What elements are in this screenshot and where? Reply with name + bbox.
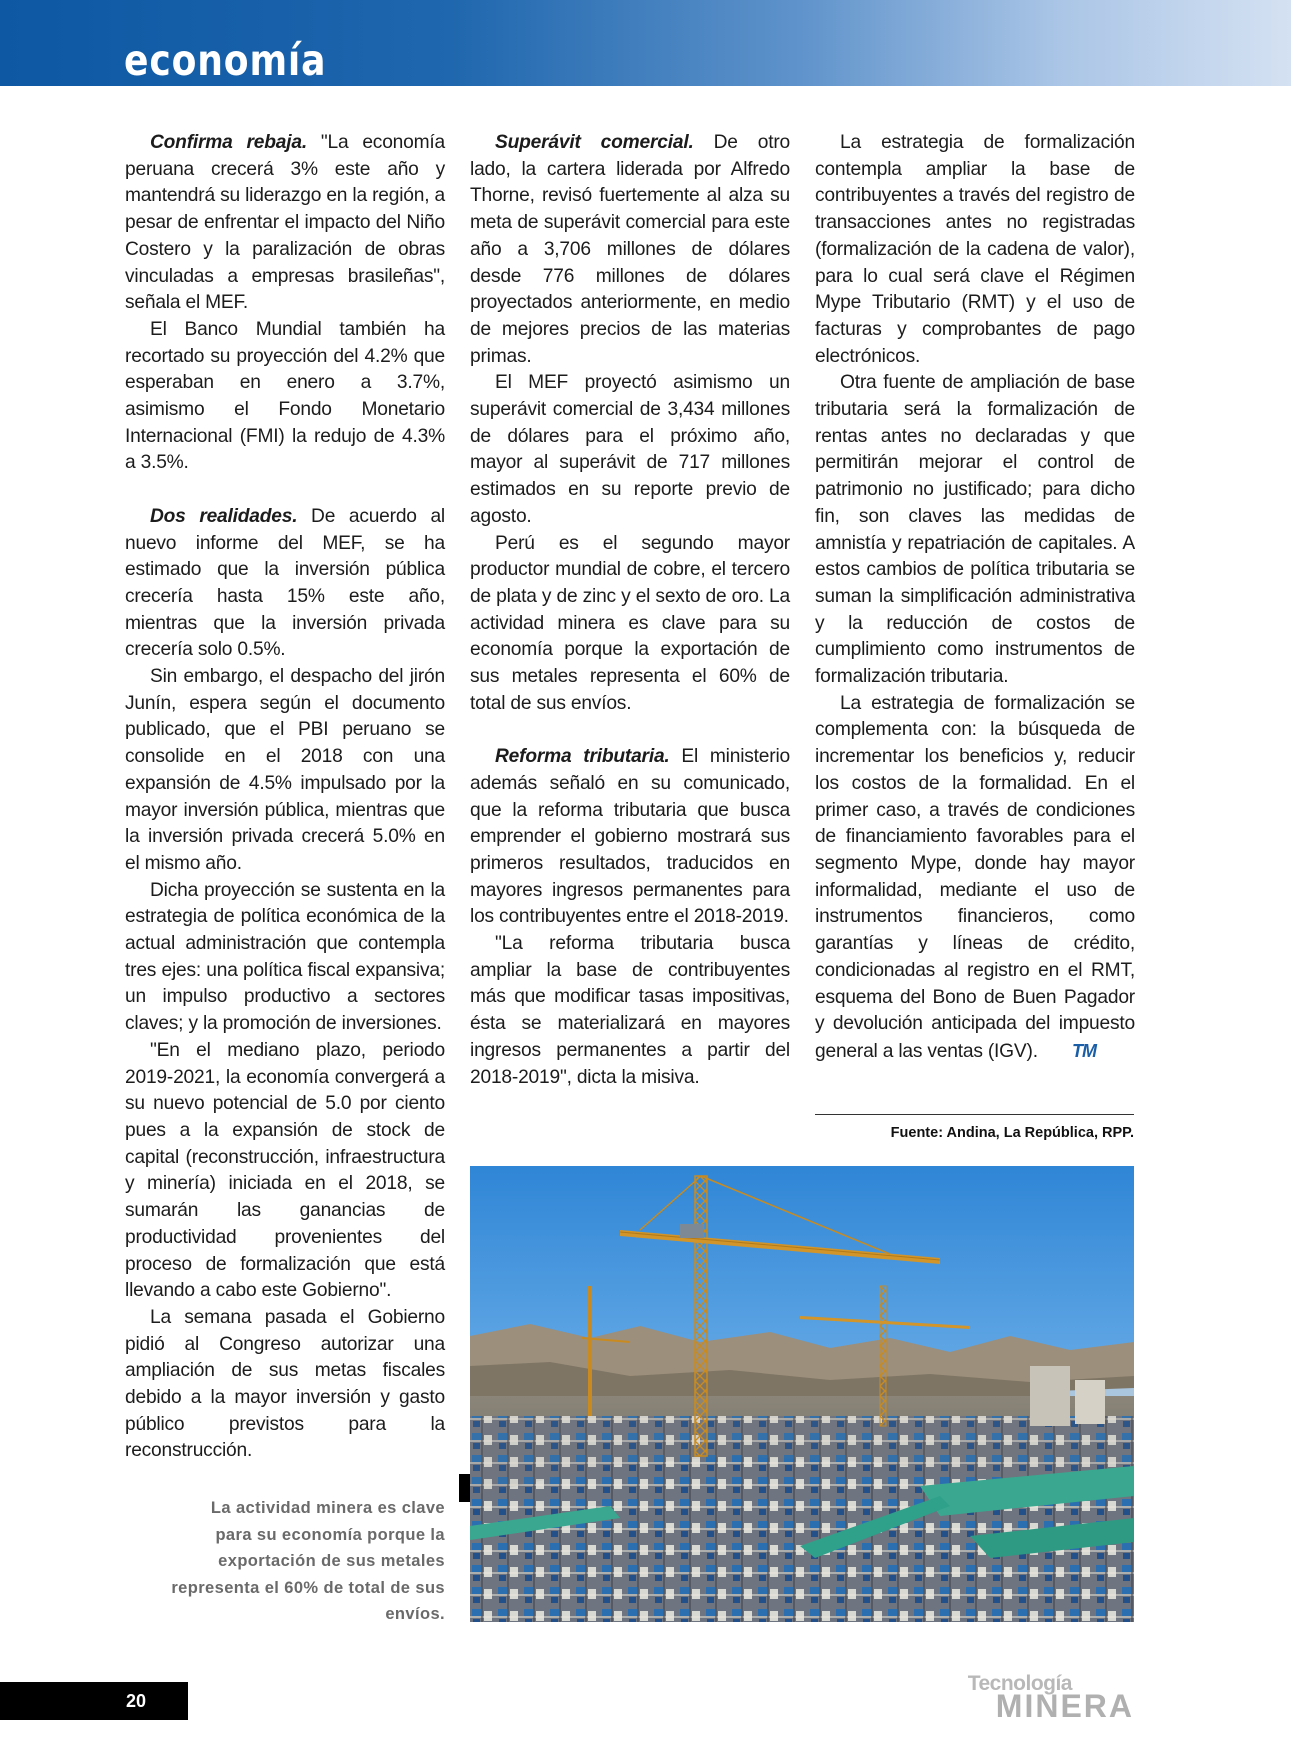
paragraph	[125, 317, 445, 477]
paragraph-text: El Banco Mundial también ha recortado su proyección del 4.2% que esperaban en enero a 3.7%, asimismo el Fondo Monetario Internacional (FMI) la redujo de 4.3% a 3.5%.	[125, 318, 445, 474]
section-header-bar	[0, 0, 1291, 86]
paragraph	[125, 664, 445, 878]
paragraph-lead: Superávit comercial.	[495, 132, 694, 153]
paragraph	[815, 370, 1135, 690]
paragraph-text: El MEF proyectó asimismo un superávit comercial de 3,434 millones de dólares para el próximo año, mayor al superávit de 717 millones estimados en su reporte previo de agosto.	[470, 372, 790, 527]
paragraph-lead: Dos realidades.	[150, 505, 298, 527]
page-number-bar	[0, 1682, 188, 1720]
paragraph-lead: Confirma rebaja.	[150, 132, 307, 153]
section-title: economía	[124, 36, 327, 86]
paragraph-text: La semana pasada el Gobierno pidió al Congreso autorizar una ampliación de sus metas fiscales debido a la mayor inversión y gasto público previstos para la reconstrucción.	[125, 1306, 445, 1462]
brand-logo	[968, 1672, 1134, 1728]
paragraph-text: La estrategia de formalización contempla ampliar la base de contribuyentes a través del registro de transacciones antes no registradas (formalización de la cadena de valor), para lo cual será clave el Régimen Mype Tributario (RMT) y el uso de facturas y comprobantes de pago electrónicos.	[815, 132, 1135, 367]
paragraph-lead: Reforma tributaria.	[495, 746, 670, 768]
paragraph	[125, 504, 445, 664]
brand-logo-big: MINERA	[995, 1688, 1134, 1724]
paragraph	[125, 878, 445, 1038]
mining-construction-photo	[470, 1166, 1134, 1622]
paragraph	[470, 531, 790, 718]
paragraph-text: El ministerio además señaló en su comunicado, que la reforma tributaria que busca emprender el gobierno mostrará sus primeros resultados, traducidos en mayores ingresos permanentes para los contribuyentes entre el 2018-2019.	[470, 746, 790, 928]
paragraph-text: De otro lado, la cartera liderada por Alfredo Thorne, revisó fuertemente al alza su meta de superávit comercial para este año a 3,706 millones de dólares desde 776 millones de dólares proyectados anteriormente, en medio de mejores precios de las materias primas.	[470, 132, 790, 367]
paragraph-text: Dicha proyección se sustenta en la estrategia de política económica de la actual administración que contempla tres ejes: una política fiscal expansiva; un impulso productivo a sectores claves; y la promoción de inversiones.	[125, 879, 445, 1035]
paragraph-text: "La economía peruana crecerá 3% este año y mantendrá su liderazgo en la región, a pesar de enfrentar el impacto del Niño Costero y la paralización de obras vinculadas a empresas brasileñas", señala el MEF.	[125, 132, 445, 314]
pull-quote: La actividad minera es clave para su economía porque la exportación de sus metales representa el 60% de total de sus envíos.	[171, 1499, 445, 1623]
paragraph	[470, 744, 790, 931]
paragraph	[470, 370, 790, 530]
article-column-2	[470, 130, 790, 1091]
paragraph-text: Perú es el segundo mayor productor mundial de cobre, el tercero de plata y de zinc y el sexto de oro. La actividad minera es clave para su economía porque la exportación de sus metales representa el 60% de total de sus envíos.	[470, 532, 790, 714]
paragraph	[470, 130, 790, 370]
source-credit: Fuente: Andina, La República, RPP.	[890, 1125, 1134, 1141]
paragraph	[815, 691, 1135, 1066]
end-mark-logo: TM	[1071, 1040, 1096, 1061]
paragraph-text: Sin embargo, el despacho del jirón Junín, espera según el documento publicado, que el PBI peruano se consolide en el 2018 con una expansión de 4.5% impulsado por la mayor inversión pública, mientras que la inversión privada crecerá 5.0% en el mismo año.	[125, 666, 445, 874]
paragraph	[125, 1305, 445, 1465]
brand-logo-small: Tecnología	[967, 1672, 1072, 1695]
paragraph	[125, 130, 445, 317]
paragraph-text: "La reforma tributaria busca ampliar la base de contribuyentes más que modificar tasas impositivas, ésta se materializará en mayores ingresos permanentes a partir del 2018-2019", dicta la misiva.	[470, 933, 790, 1088]
article-column-1	[125, 130, 445, 1465]
paragraph-text: "En el mediano plazo, periodo 2019-2021, la economía convergerá a su nuevo potencial de 5.0 por ciento pues a la expansión de stock de capital (reconstrucción, infraestructura y minería) iniciada en el 2018, se sumarán las ganancias de productividad provenientes del proceso de formalización que está llevando a cabo este Gobierno".	[125, 1039, 445, 1302]
paragraph	[470, 931, 790, 1091]
paragraph-text: Otra fuente de ampliación de base tributaria será la formalización de rentas antes no declaradas y que permitirán mejorar el control de patrimonio no justificado; para dicho fin, son claves las medidas de amnistía y repatriación de capitales. A estos cambios de política tributaria se suman la simplificación administrativa y la reducción de costos de cumplimiento como instrumentos de formalización tributaria.	[815, 372, 1135, 688]
page-number: 20	[126, 1691, 147, 1711]
photo-marker	[459, 1474, 470, 1502]
paragraph	[815, 130, 1135, 370]
source-divider	[815, 1114, 1134, 1115]
paragraph-text: De acuerdo al nuevo informe del MEF, se ha estimado que la inversión pública crecería hasta 15% este año, mientras que la inversión privada crecería solo 0.5%.	[125, 505, 445, 661]
paragraph-text: La estrategia de formalización se complementa con: la búsqueda de incrementar los beneficios y, reducir los costos de la formalidad. En el primer caso, a través de condiciones de financiamiento favorables para el segmento Mype, donde hay mayor informalidad, mediante el uso de instrumentos financieros, como garantías y líneas de crédito, condicionadas al registro en el RMT, esquema del Bono de Buen Pagador y devolución anticipada del impuesto general a las ventas (IGV).	[815, 692, 1135, 1062]
paragraph	[125, 1038, 445, 1305]
article-column-3	[815, 130, 1135, 1066]
